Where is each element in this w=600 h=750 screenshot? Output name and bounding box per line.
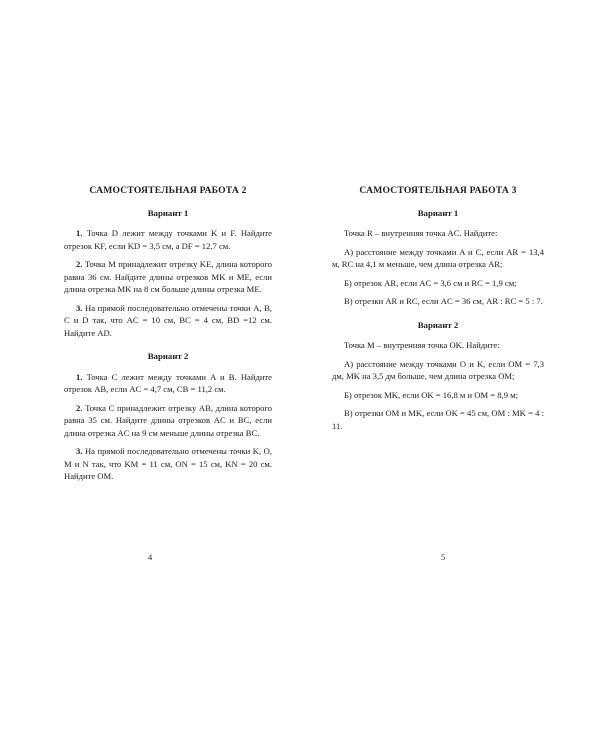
task-text: На прямой последовательно отмечены точки A, B, C и D так, что AC = 10 см, BC = 4 см, BD =12 см. Найдите AD. bbox=[64, 302, 272, 338]
right-page bbox=[300, 0, 600, 750]
task-text: Точка D лежит между точками K и F. Найдите отрезок KF, если KD = 3,5 см, а DF = 12,7 см. bbox=[64, 228, 272, 251]
left-variant-2-heading: Вариант 2 bbox=[147, 351, 189, 361]
left-page-content bbox=[64, 185, 272, 489]
left-v1-task bbox=[64, 302, 272, 340]
left-variant-1-heading: Вариант 1 bbox=[147, 207, 189, 218]
task-number: 2. bbox=[76, 259, 83, 269]
left-page-title: САМОСТОЯТЕЛЬНАЯ РАБОТА 2 bbox=[89, 185, 247, 196]
task-text: Точка C принадлежит отрезку AB, длина которого равна 35 см. Найдите длины отрезков AC и BC, если длина отрезка AC на 9 см меньше длины отрезка BC. bbox=[64, 402, 272, 438]
right-v1-item: А) расстояние между точками A и C, если AR = 13,4 м, RC на 4,1 м меньше, чем длина отрезка AR; bbox=[332, 246, 544, 269]
left-v1-task bbox=[64, 227, 272, 252]
left-v2-task bbox=[64, 445, 272, 483]
right-v1-intro: Точка R – внутренняя точка AC. Найдите: bbox=[344, 228, 498, 238]
task-text: Точка M принадлежит отрезку KE, длина которого равна 36 см. Найдите длины отрезков MK и ME, если длина отрезка MK на 8 см больше длины отрезка ME. bbox=[64, 259, 272, 294]
left-v1-task bbox=[64, 258, 272, 296]
task-text: На прямой последовательно отмечены точки K, O, M и N так, что KM = 11 см, ON = 15 см, KN = 20 см. Найдите OM. bbox=[64, 446, 272, 481]
right-v2-intro: Точка M – внутренняя точка OK. Найдите: bbox=[344, 340, 500, 350]
task-number: 1. bbox=[76, 228, 83, 238]
left-v2-task bbox=[64, 402, 272, 440]
right-v2-item: А) расстояние между точками O и K, если OM = 7,3 дм, MK на 3,5 дм больше, чем длина отрезка OM; bbox=[332, 358, 544, 381]
right-v1-item: В) отрезки AR и RC, если AC = 36 см, AR : RC = 5 : 7. bbox=[344, 296, 543, 306]
task-text: Точка C лежит между точками A и B. Найдите отрезок AB, если AC = 4,7 см, CB = 11,2 см. bbox=[64, 371, 272, 394]
task-number: 3. bbox=[76, 302, 83, 313]
right-v2-item: В) отрезки OM и MK, если OK = 45 см, OM : MK = 4 : 11. bbox=[332, 408, 544, 431]
right-page-number: 5 bbox=[441, 553, 446, 562]
right-v2-item: Б) отрезок MK, если OK = 16,8 м и OM = 8,9 м; bbox=[344, 389, 518, 400]
task-number: 3. bbox=[76, 446, 83, 456]
right-v1-item: Б) отрезок AR, если AC = 3,6 см и RC = 1,9 см; bbox=[344, 277, 517, 288]
right-variant-2-heading: Вариант 2 bbox=[417, 319, 459, 330]
left-page-number: 4 bbox=[148, 553, 153, 562]
right-page-title: САМОСТОЯТЕЛЬНАЯ РАБОТА 3 bbox=[359, 185, 517, 196]
right-page-content bbox=[332, 185, 544, 438]
task-number: 2. bbox=[76, 402, 83, 413]
left-v2-task bbox=[64, 371, 272, 396]
task-number: 1. bbox=[76, 371, 83, 382]
right-variant-1-heading: Вариант 1 bbox=[417, 207, 459, 218]
